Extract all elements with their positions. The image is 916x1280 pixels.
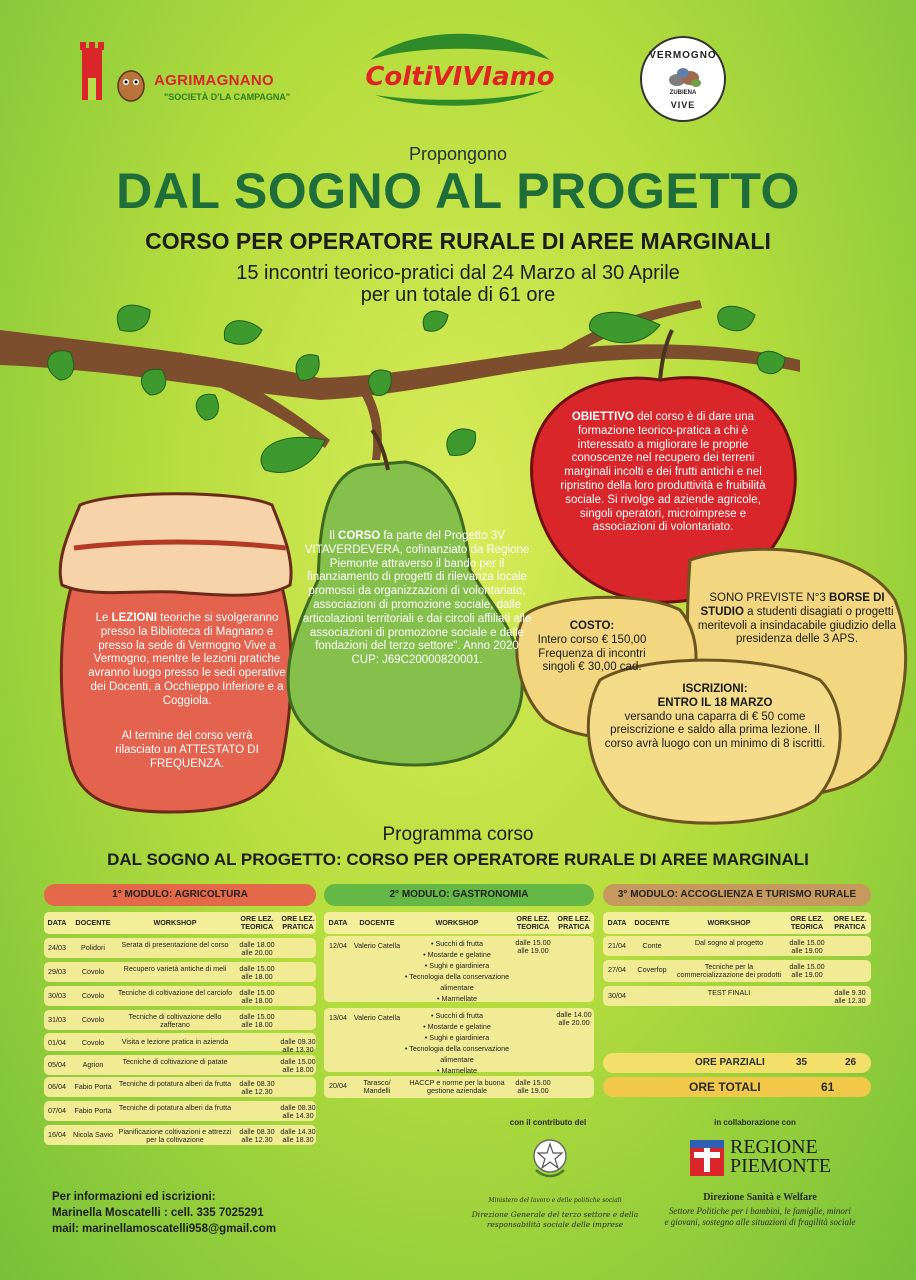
cell-data: 30/04 bbox=[608, 991, 626, 1000]
cell-docente: Agrion bbox=[82, 1060, 104, 1069]
column-header-docente: DOCENTE bbox=[359, 918, 395, 927]
cell-workshop: Recupero varietà antiche di meli bbox=[123, 964, 227, 973]
agrimagnano-tagline: "SOCIETÀ D'LA CAMPAGNA" bbox=[164, 92, 291, 102]
leaf bbox=[261, 437, 325, 472]
cell-pratica: dalle 9.30 alle 12.30 bbox=[834, 988, 866, 1005]
borse-text: SONO PREVISTE N°3 BORSE DI STUDIO a studenti disagiati o progetti meritevoli a insindacabile giudizio della presidenza delle 3 APS. bbox=[697, 592, 897, 646]
table-row bbox=[44, 1010, 316, 1030]
column-header-workshop: WORKSHOP bbox=[707, 918, 751, 927]
cell-teorica: dalle 15.00 alle 18.00 bbox=[239, 964, 275, 981]
cell-teorica: dalle 08.30 alle 12.30 bbox=[239, 1079, 275, 1096]
cell-data: 20/04 bbox=[329, 1081, 347, 1090]
ore-parziali-pratica: 26 bbox=[845, 1057, 857, 1068]
ore-parziali-teorica: 35 bbox=[796, 1057, 808, 1068]
cell-data: 27/04 bbox=[608, 965, 626, 974]
regione-piemonte-flag-icon bbox=[690, 1140, 724, 1176]
intro-text: Propongono bbox=[408, 144, 508, 164]
leaf bbox=[447, 429, 476, 456]
contributo-label: con il contributo del bbox=[509, 1118, 587, 1127]
column-header-workshop: WORKSHOP bbox=[153, 918, 197, 927]
cell-data: 13/04 bbox=[329, 1013, 347, 1022]
cell-docente: Polidori bbox=[81, 943, 105, 952]
cell-data: 05/04 bbox=[48, 1060, 66, 1069]
cell-workshop: Visita e lezione pratica in azienda bbox=[121, 1037, 229, 1046]
cell-teorica: dalle 08.30 alle 12.30 bbox=[239, 1127, 275, 1144]
cell-workshop: Tecniche di potatura alberi da frutta bbox=[118, 1079, 232, 1088]
cell-workshop: Serata di presentazione del corso bbox=[121, 940, 229, 949]
cell-teorica: dalle 15.00 alle 19.00 bbox=[789, 962, 825, 979]
leaf bbox=[757, 351, 785, 373]
ore-totali-value: 61 bbox=[821, 1080, 835, 1094]
programma-title: DAL SOGNO AL PROGETTO: CORSO PER OPERATORE RURALE DI AREE MARGINALI bbox=[107, 850, 809, 869]
module-1-header: 1° MODULO: AGRICOLTURA bbox=[44, 884, 316, 906]
cell-workshop: • Succhi di frutta • Mostarde e gelatine • Sughi e giardiniera • Tecnologia della conservazione alimentare • Marmellate bbox=[404, 939, 510, 1003]
iscrizioni-text: ISCRIZIONI: ENTRO IL 18 MARZO versando una caparra di € 50 come preiscrizione e saldo alla prima lezione. Il corso avrà luogo con un minimo di 8 iscritti. bbox=[604, 683, 826, 751]
leaf bbox=[718, 306, 755, 330]
table-row bbox=[324, 1008, 594, 1075]
cell-docente: Coverfop bbox=[637, 965, 667, 974]
table-row bbox=[44, 962, 316, 982]
cell-data: 24/03 bbox=[48, 943, 66, 952]
course-summary-line1: 15 incontri teorico-pratici dal 24 Marzo al 30 Aprile bbox=[236, 262, 680, 284]
page-subtitle: CORSO PER OPERATORE RURALE DI AREE MARGINALI bbox=[145, 228, 771, 254]
cell-workshop: Tecniche di potatura alberi da frutta bbox=[118, 1103, 232, 1112]
agrimagnano-logo bbox=[72, 34, 322, 114]
table-row bbox=[324, 1076, 594, 1098]
table-row bbox=[44, 1125, 316, 1145]
obiettivo-text: OBIETTIVO del corso è di dare una formazione teorico-pratica a chi è interessato a migliorare le proprie conoscenze nel recupero dei terreni marginali incolti e dei frutti antichi e nel ripristino della loro produttività e fruibilità sociale. Si rivolge ad aziende agricole, singoli operatori, microimprese e associazioni di volontariato. bbox=[560, 411, 766, 534]
cell-docente: Covolo bbox=[81, 991, 105, 1000]
cell-workshop: HACCP e norme per la buona gestione aziendale bbox=[409, 1078, 505, 1095]
regione-piemonte-name: REGIONE PIEMONTE bbox=[730, 1136, 832, 1177]
costo-label: COSTO: bbox=[569, 620, 615, 632]
iscrizioni-label: ISCRIZIONI: bbox=[682, 683, 748, 695]
cell-data: 30/03 bbox=[48, 991, 66, 1000]
leaf bbox=[224, 321, 262, 345]
cell-pratica: dalle 14.30 alle 18.30 bbox=[280, 1127, 316, 1144]
column-header-docente: DOCENTE bbox=[634, 918, 670, 927]
cell-data: 31/03 bbox=[48, 1015, 66, 1024]
column-header-data: DATA bbox=[607, 918, 627, 927]
vermogno-top: VERMOGNO bbox=[649, 50, 717, 61]
table-row bbox=[603, 960, 871, 982]
settore-text: Settore Politiche per i bambini, le famiglie, minori e giovani, sostegno alle situazioni di fragilità sociale bbox=[664, 1206, 856, 1227]
column-header-teorica: ORE LEZ. TEORICA bbox=[790, 914, 824, 931]
table-row bbox=[44, 1077, 316, 1097]
column-header-pratica: ORE LEZ. PRATICA bbox=[833, 914, 867, 931]
cell-pratica: dalle 09.30 alle 13.30 bbox=[280, 1037, 316, 1054]
leaf bbox=[48, 351, 74, 380]
table-row bbox=[603, 936, 871, 956]
table-row bbox=[603, 986, 871, 1006]
column-header-data: DATA bbox=[47, 918, 67, 927]
obiettivo-label: OBIETTIVO bbox=[571, 411, 634, 423]
potato-mascot-icon bbox=[116, 68, 146, 102]
lezioni-text: Le LEZIONI teoriche si svolgeranno presso la Biblioteca di Magnano e presso la sede di Vermogno Vive a Vermogno, mentre le lezioni pratiche avranno luogo presso le sedi operative dei Docenti, a Occhieppo Inferiore e a Coggiola. bbox=[88, 612, 286, 707]
cell-pratica: dalle 14.00 alle 20.00 bbox=[556, 1010, 592, 1027]
tower-icon bbox=[78, 38, 106, 100]
cell-workshop: • Succhi di frutta • Mostarde e gelatine • Sughi e giardiniera • Tecnologia della conservazione alimentare • Marmellate bbox=[404, 1011, 510, 1075]
leaf bbox=[196, 394, 218, 420]
table-header bbox=[324, 912, 594, 934]
table-row bbox=[44, 938, 316, 958]
agrimagnano-name: AGRIMAGNANO bbox=[154, 72, 274, 89]
contact-email[interactable]: mail: marinellamoscatelli958@gmail.com bbox=[52, 1223, 277, 1235]
cell-teorica: dalle 15.00 alle 19.00 bbox=[789, 938, 825, 955]
table-row bbox=[44, 1033, 316, 1054]
table-row bbox=[44, 986, 316, 1006]
cell-pratica: dalle 08.30 alle 14.30 bbox=[280, 1103, 316, 1120]
column-header-teorica: ORE LEZ. TEORICA bbox=[240, 914, 274, 931]
column-header-data: DATA bbox=[328, 918, 348, 927]
column-header-pratica: ORE LEZ. PRATICA bbox=[557, 914, 591, 931]
column-header-teorica: ORE LEZ. TEORICA bbox=[516, 914, 550, 931]
direzione-text: Direzione Sanità e Welfare bbox=[703, 1192, 817, 1203]
course-summary bbox=[0, 262, 916, 306]
corso-text: Il CORSO fa parte del Progetto 3V VITAVERDEVERA, cofinanziato da Regione Piemonte attraverso il bando per il finanziamento di progetti di rilevanza locale promossi da organizzazioni di volontariato, associazioni di promozione sociale, dalle articolazioni territoriali e dai circoli affiliati alle associazioni di promozione sociale e dalle fondazioni del terzo settore". Anno 2020 CUP: J69C20000820001. bbox=[302, 530, 532, 667]
contact-heading: Per informazioni ed iscrizioni: bbox=[52, 1191, 216, 1203]
ore-parziali-row bbox=[603, 1053, 871, 1073]
cell-docente: Covolo bbox=[81, 1015, 105, 1024]
table-header bbox=[44, 912, 316, 934]
ore-parziali-label: ORE PARZIALI bbox=[695, 1057, 765, 1068]
cell-workshop: Tecniche di coltivazione dello zafferano bbox=[128, 1012, 222, 1029]
cell-data: 16/04 bbox=[48, 1130, 66, 1139]
programma-label: Programma corso bbox=[382, 824, 534, 845]
column-header-docente: DOCENTE bbox=[75, 918, 111, 927]
vermogno-vive-logo bbox=[640, 36, 726, 122]
cell-workshop: Dal sogno al progetto bbox=[694, 938, 764, 947]
attestato-text: Al termine del corso verrà rilasciato un ATTESTATO DI FREQUENZA. bbox=[115, 730, 259, 770]
lezioni-label: LEZIONI bbox=[111, 612, 157, 624]
ministry-text: Ministero del lavoro e delle politiche sociali Direzione Generale del terzo settore e della responsabilità sociale delle imprese bbox=[460, 1196, 650, 1230]
cell-docente: Fabio Porta bbox=[74, 1082, 112, 1091]
ore-totali-row bbox=[603, 1077, 871, 1097]
module-2-header: 2° MODULO: GASTRONOMIA bbox=[324, 884, 594, 906]
cell-workshop: Tecniche di coltivazione del carciofo bbox=[117, 988, 233, 997]
ore-totali-label: ORE TOTALI bbox=[689, 1080, 761, 1094]
iscrizioni-deadline: ENTRO IL 18 MARZO bbox=[657, 696, 773, 709]
cell-data: 01/04 bbox=[48, 1038, 66, 1047]
cell-docente: Nicola Savio bbox=[73, 1130, 113, 1139]
cell-teorica: dalle 18.00 alle 20.00 bbox=[239, 940, 275, 957]
costo-text: COSTO: Intero corso € 150,00 Frequenza di incontri singoli € 30,00 cad. bbox=[537, 620, 647, 674]
cell-docente: Fabio Porta bbox=[74, 1106, 112, 1115]
italian-emblem-icon bbox=[530, 1134, 570, 1182]
cell-workshop: TEST FINALI bbox=[707, 988, 751, 997]
contact-info bbox=[52, 1189, 276, 1237]
leaf bbox=[117, 305, 150, 331]
cell-docente: Covolo bbox=[81, 967, 105, 976]
column-header-pratica: ORE LEZ. PRATICA bbox=[281, 914, 315, 931]
cell-data: 21/04 bbox=[608, 941, 626, 950]
cell-data: 07/04 bbox=[48, 1106, 66, 1115]
cell-pratica: dalle 15.00 alle 18.00 bbox=[280, 1057, 316, 1074]
cell-teorica: dalle 15.00 alle 18.00 bbox=[239, 988, 275, 1005]
coltiviviamo-name: ColtiVIVIamo bbox=[365, 62, 555, 92]
vermogno-middle: ZUBIENA bbox=[669, 90, 697, 96]
table-row bbox=[44, 1055, 316, 1075]
vermogno-bottom: VIVE bbox=[670, 100, 696, 110]
table-row bbox=[324, 936, 594, 1002]
module-3-header: 3° MODULO: ACCOGLIENZA E TURISMO RURALE bbox=[603, 884, 871, 906]
contact-phone: Marinella Moscatelli : cell. 335 7025291 bbox=[52, 1207, 264, 1219]
cell-docente: Conte bbox=[642, 941, 662, 950]
leaf bbox=[141, 369, 165, 395]
cell-workshop: Tecniche per la commercializzazione dei prodotti bbox=[676, 962, 782, 979]
cell-docente: Covolo bbox=[81, 1038, 105, 1047]
coltiviviamo-logo bbox=[350, 30, 570, 110]
cell-data: 12/04 bbox=[329, 941, 347, 950]
cell-teorica: dalle 15.00 alle 19.00 bbox=[515, 1078, 551, 1095]
course-summary-line2: per un totale di 61 ore bbox=[360, 284, 556, 306]
page-title: DAL SOGNO AL PROGETTO bbox=[116, 163, 800, 219]
corso-label: CORSO bbox=[338, 530, 381, 542]
cell-workshop: Pianificazione coltivazioni e attrezzi per la coltivazione bbox=[118, 1127, 232, 1144]
table-header bbox=[603, 912, 871, 934]
cell-teorica: dalle 15.00 alle 19.00 bbox=[515, 938, 551, 955]
cell-docente: Valerio Catella bbox=[353, 941, 401, 950]
stones-icon bbox=[668, 66, 702, 88]
collaborazione-label: in collaborazione con bbox=[714, 1118, 796, 1127]
column-header-workshop: WORKSHOP bbox=[435, 918, 479, 927]
leaf bbox=[296, 355, 319, 381]
leaf bbox=[369, 370, 392, 395]
cell-data: 29/03 bbox=[48, 967, 66, 976]
cell-teorica: dalle 15.00 alle 18.00 bbox=[239, 1012, 275, 1029]
cell-docente: Valerio Catella bbox=[353, 1013, 401, 1022]
ministry-script: Ministero del lavoro e delle politiche sociali bbox=[488, 1197, 622, 1204]
table-row bbox=[44, 1101, 316, 1121]
cell-docente: Tarasco/ Mandelli bbox=[363, 1078, 391, 1095]
borse-label: BORSE DI STUDIO bbox=[700, 592, 885, 618]
cell-data: 06/04 bbox=[48, 1082, 66, 1091]
leaf bbox=[423, 311, 448, 331]
cell-workshop: Tecniche di coltivazione di patate bbox=[122, 1057, 228, 1066]
